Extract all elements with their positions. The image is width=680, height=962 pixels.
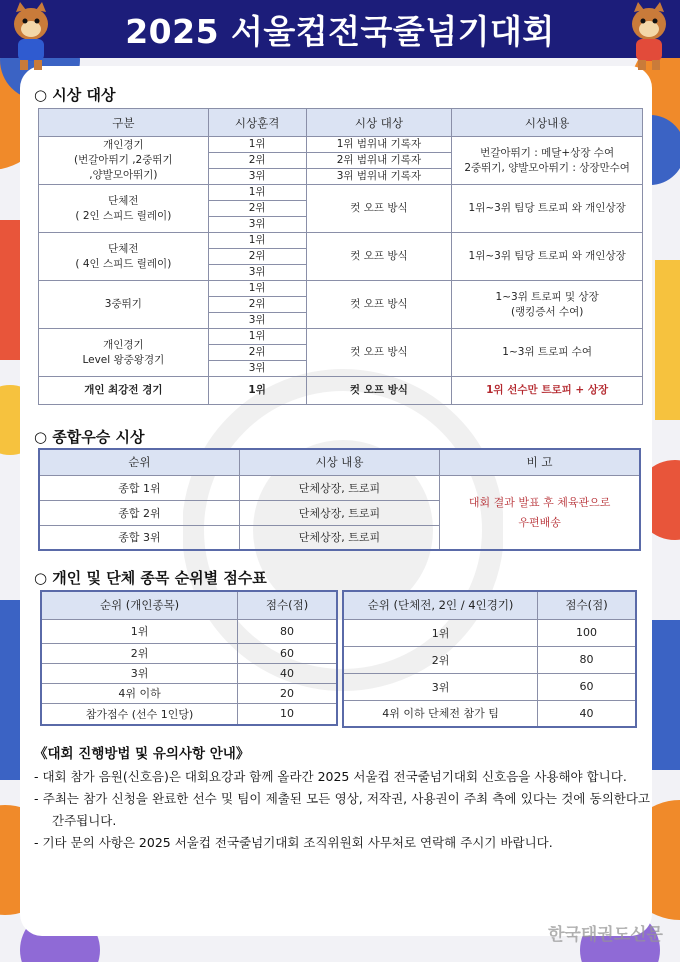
team-score-cell: 100 [538,619,636,646]
awards-rank-cell: 3위 [208,361,306,377]
awards-table [38,108,643,405]
awards-header-category: 구분 [39,109,209,137]
content-line: (랭킹증서 수여) [510,305,584,318]
individual-rank-cell: 3위 [41,663,238,683]
awards-header-content: 시상내용 [452,109,643,137]
awards-rank-cell: 3위 [208,169,306,185]
awards-rank-cell: 1위 [208,329,306,345]
overall-note-cell [440,475,640,550]
overall-header-note: 비 고 [440,449,640,475]
individual-header-score: 점수(점) [238,591,337,619]
awards-rank-cell: 1위 [208,281,306,297]
awards-content-cell: 1위~3위 팀당 트로피 와 개인상장 [452,185,643,233]
individual-header-rank: 순위 (개인종목) [41,591,238,619]
content-line: 1~3위 트로피 및 상장 [495,290,599,303]
awards-target-cell: 2위 범위내 기록자 [306,153,452,169]
category-line: ,양발모아뛰기) [89,169,158,181]
individual-rank-cell: 참가점수 (선수 1인당) [41,703,238,725]
category-line: Level 왕중왕경기 [82,353,165,366]
page-title: 2025 서울컵전국줄넘기대회 [125,12,555,51]
awards-rank-cell: 3위 [208,217,306,233]
awards-target-cell: 3위 범위내 기록자 [306,169,452,185]
category-line: 개인경기 [103,338,144,351]
awards-rank-cell: 1위 [208,377,306,405]
notes-item: - 기타 문의 사항은 2025 서울컵 전국줄넘기대회 조직위원회 사무처로 연락해 주시기 바랍니다. [34,835,553,850]
note-line: 대회 결과 발표 후 체육관으로 [468,496,611,510]
individual-rank-cell: 1위 [41,619,238,643]
squirrel-mascot-right-icon [622,2,676,72]
overall-header-prize: 시상 내용 [239,449,439,475]
awards-target-cell: 1위 범위내 기록자 [306,137,452,153]
awards-rank-cell: 2위 [208,201,306,217]
awards-target-cell: 컷 오프 방식 [306,329,452,377]
individual-rank-cell: 4위 이하 [41,683,238,703]
awards-category-cell [39,185,209,233]
overall-prize-cell: 단체상장, 트로피 [239,525,439,550]
awards-header-target: 시상 대상 [306,109,452,137]
note-line: 우편배송 [518,516,561,530]
awards-header-rank: 시상훈격 [208,109,306,137]
squirrel-mascot-left-icon [4,2,58,72]
awards-rank-cell: 2위 [208,297,306,313]
category-line: ( 4인 스피드 릴레이) [75,257,172,270]
awards-content-cell: 1위~3위 팀당 트로피 와 개인상장 [452,233,643,281]
awards-category-cell: 개인 최강전 경기 [39,377,209,405]
awards-category-cell [39,233,209,281]
awards-rank-cell: 3위 [208,313,306,329]
category-line: 단체전 [108,242,139,255]
category-line: 개인경기 [103,139,144,151]
awards-content-cell [452,281,643,329]
individual-score-cell: 20 [238,683,337,703]
awards-category-cell [39,329,209,377]
overall-rank-cell: 종합 3위 [39,525,239,550]
overall-rank-cell: 종합 1위 [39,475,239,500]
awards-category-cell: 3중뛰기 [39,281,209,329]
category-line: 단체전 [108,194,139,207]
awards-content-cell: 1위 선수만 트로피 + 상장 [452,377,643,405]
overall-header-rank: 순위 [39,449,239,475]
individual-rank-cell: 2위 [41,643,238,663]
awards-target-cell: 컷 오프 방식 [306,185,452,233]
content-line: 번갈아뛰기 : 메달+상장 수여 [480,146,615,159]
individual-score-cell: 80 [238,619,337,643]
overall-prize-cell: 단체상장, 트로피 [239,475,439,500]
awards-target-cell: 컷 오프 방식 [306,281,452,329]
awards-rank-cell: 1위 [208,137,306,153]
notes-title: 《대회 진행방법 및 유의사항 안내》 [34,746,250,762]
header-banner [0,0,680,58]
overall-rank-cell: 종합 2위 [39,500,239,525]
awards-rank-cell: 3위 [208,265,306,281]
category-line: ( 2인 스피드 릴레이) [75,209,172,222]
section-title-scores: ○ 개인 및 단체 종목 순위별 점수표 [34,569,267,587]
notes-item: - 대회 참가 음원(신호음)은 대회요강과 함께 올라간 2025 서울컵 전국줄넘기대회 신호음을 사용해야 합니다. [34,769,627,784]
team-rank-cell: 1위 [343,619,538,646]
team-rank-cell: 2위 [343,646,538,673]
awards-target-cell: 컷 오프 방식 [306,233,452,281]
team-rank-cell: 3위 [343,673,538,700]
category-line: (번갈아뛰기 ,2중뛰기 [74,154,173,166]
newspaper-watermark: 한국태권도신문 [548,925,663,945]
awards-rank-cell: 2위 [208,249,306,265]
team-score-table [342,590,637,728]
team-rank-cell: 4위 이하 단체전 참가 팀 [343,700,538,727]
awards-category-cell [39,137,209,185]
individual-score-cell: 60 [238,643,337,663]
awards-content-cell: 1~3위 트로피 수여 [452,329,643,377]
individual-score-cell: 40 [238,663,337,683]
overall-award-table [38,448,641,551]
overall-prize-cell: 단체상장, 트로피 [239,500,439,525]
team-header-score: 점수(점) [538,591,636,619]
team-header-rank: 순위 (단체전, 2인 / 4인경기) [343,591,538,619]
team-score-cell: 60 [538,673,636,700]
section-title-awards: ○ 시상 대상 [34,86,116,104]
awards-content-cell [452,137,643,185]
notes-section [34,742,650,854]
awards-rank-cell: 2위 [208,153,306,169]
awards-rank-cell: 2위 [208,345,306,361]
team-score-cell: 40 [538,700,636,727]
section-title-overall: ○ 종합우승 시상 [34,428,145,446]
individual-score-table [40,590,338,726]
awards-rank-cell: 1위 [208,185,306,201]
awards-target-cell: 컷 오프 방식 [306,377,452,405]
content-line: 2중뛰기, 양발모아뛰기 : 상장만수여 [464,161,630,174]
team-score-cell: 80 [538,646,636,673]
individual-score-cell: 10 [238,703,337,725]
awards-rank-cell: 1위 [208,233,306,249]
notes-item: - 주최는 참가 신청을 완료한 선수 및 팀이 제출된 모든 영상, 저작권, 사용권이 주최 측에 있다는 것에 동의한다고 간주됩니다. [34,791,650,828]
